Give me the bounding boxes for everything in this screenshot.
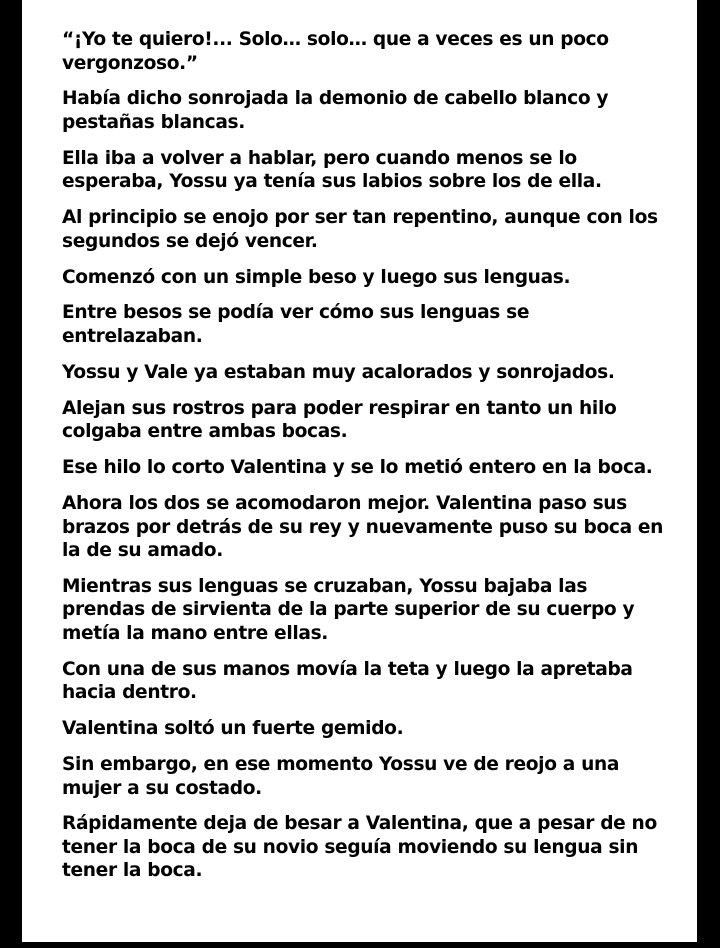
paragraph-5: Comenzó con un simple beso y luego sus lenguas. xyxy=(62,266,571,288)
paragraph-12: Con una de sus manos movía la teta y luego la apretaba hacia dentro. xyxy=(62,658,633,704)
paragraph-3: Ella iba a volver a hablar, pero cuando menos se lo esperaba, Yossu ya tenía sus labios sobre los de ella. xyxy=(62,147,602,193)
paragraph-14: Sin embargo, en ese momento Yossu ve de reojo a una mujer a su costado. xyxy=(62,754,620,799)
paragraph-15: Rápidamente deja de besar a Valentina, que a pesar de no tener la boca de su novio seguía moviendo su lengua sin tener la boca. xyxy=(62,813,657,882)
paragraph-8: Alejan sus rostros para poder respirar en tanto un hilo colgaba entre ambas bocas. xyxy=(62,397,617,443)
paragraph-6: Entre besos se podía ver cómo sus lenguas se entrelazaban. xyxy=(62,302,530,347)
paragraph-7: Yossu y Vale ya estaban muy acalorados y sonrojados. xyxy=(62,361,615,383)
paragraph-2: Había dicho sonrojada la demonio de cabello blanco y pestañas blancas. xyxy=(62,88,609,133)
paragraph-9: Ese hilo lo corto Valentina y se lo metió entero en la boca. xyxy=(62,457,653,479)
paragraph-11: Mientras sus lenguas se cruzaban, Yossu bajaba las prendas de sirvienta de la parte superior de su cuerpo y metía la mano entre ellas. xyxy=(62,575,635,644)
paragraph-1: “¡Yo te quiero!... Solo… solo… que a veces es un poco vergonzoso.” xyxy=(62,29,609,74)
paragraph-4: Al principio se enojo por ser tan repentino, aunque con los segundos se dejó vencer. xyxy=(62,207,658,252)
paragraph-10: Ahora los dos se acomodaron mejor. Valentina paso sus brazos por detrás de su rey y nuevamente puso su boca en la de su amado. xyxy=(62,493,664,562)
document-page xyxy=(22,0,697,942)
paragraph-13: Valentina soltó un fuerte gemido. xyxy=(62,718,404,740)
